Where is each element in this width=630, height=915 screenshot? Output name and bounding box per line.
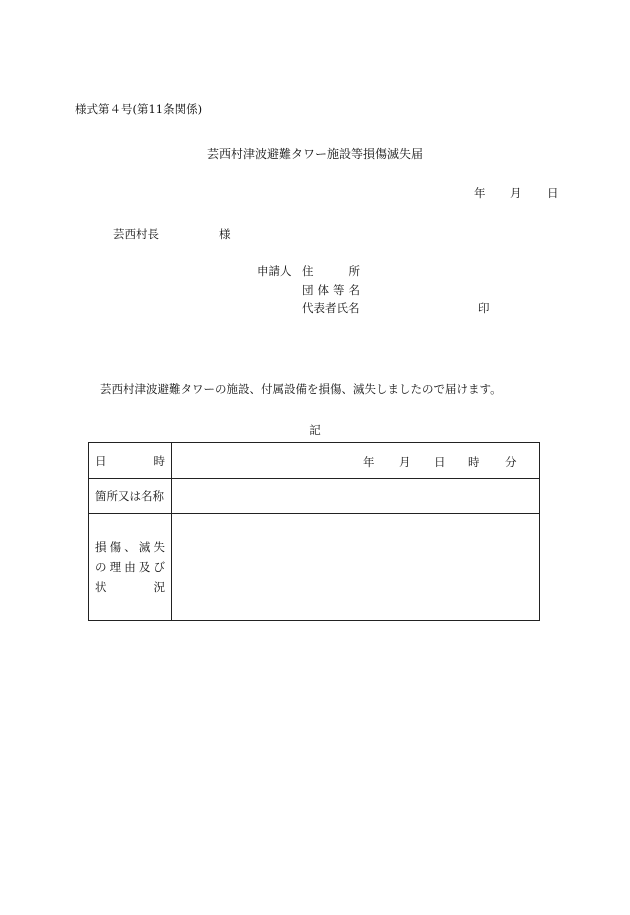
table-row-datetime: [89, 443, 540, 479]
addressee-honorific: 様: [219, 227, 231, 241]
datetime-label-char: 日: [95, 453, 107, 468]
seal-mark: 印: [478, 301, 490, 315]
body-text: 芸西村津波避難タワーの施設、付属設備を損傷、滅失しましたので届けます。: [100, 382, 502, 396]
ki-heading: 記: [309, 423, 321, 437]
datetime-minute: 分: [505, 455, 517, 469]
reason-label-char: び: [153, 560, 165, 574]
reason-label-char: 況: [153, 580, 165, 594]
reason-label-char: 失: [153, 540, 165, 554]
reason-label-char: 滅: [138, 540, 151, 554]
reason-label-char: 損: [95, 540, 107, 554]
addressee-name: 芸西村長: [113, 227, 159, 241]
address-char: 所: [348, 264, 360, 278]
detail-table: [88, 442, 540, 621]
reason-label-char: 状: [95, 580, 107, 594]
reason-label-char: 及: [138, 560, 151, 574]
date-month-label: 月: [510, 186, 522, 200]
table-row-reason: [89, 514, 540, 621]
datetime-label-cell: [89, 443, 172, 479]
reason-label-char: 、: [124, 540, 136, 554]
reason-label-line: [95, 577, 165, 597]
date-year-label: 年: [474, 186, 486, 200]
form-number: 様式第４号(第11条関係): [75, 102, 203, 116]
reason-label-char: 由: [124, 560, 136, 574]
datetime-month: 月: [399, 455, 411, 469]
address-char: 住: [302, 264, 314, 278]
datetime-day: 日: [434, 455, 446, 469]
reason-label-char: 理: [109, 560, 122, 574]
representative-label: 代表者氏名: [302, 301, 360, 315]
group-name-label: [302, 282, 360, 298]
reason-value-cell[interactable]: [172, 514, 540, 621]
addressee: [113, 226, 231, 242]
reason-label-line: [95, 557, 165, 577]
location-value-cell[interactable]: [172, 479, 540, 514]
reason-label-char: 傷: [109, 540, 122, 554]
group-char: 名: [348, 283, 360, 297]
group-char: 等: [333, 283, 345, 297]
table-row-location: [89, 479, 540, 514]
reason-label-line: [95, 537, 165, 557]
group-char: 体: [317, 283, 329, 297]
datetime-label-char: 時: [153, 453, 165, 468]
location-label-cell: [89, 479, 172, 514]
datetime-value-cell[interactable]: [172, 443, 540, 479]
reason-label-cell: [89, 514, 172, 621]
datetime-hour: 時: [468, 455, 480, 469]
group-char: 団: [302, 283, 314, 297]
address-label: [302, 263, 360, 279]
location-label: 箇所又は名称: [95, 489, 164, 503]
date-day-label: 日: [547, 186, 559, 200]
reason-label-char: の: [95, 560, 107, 574]
datetime-year: 年: [363, 455, 375, 469]
applicant-label: 申請人: [257, 264, 292, 278]
document-title: 芸西村津波避難タワー施設等損傷滅失届: [206, 147, 423, 161]
